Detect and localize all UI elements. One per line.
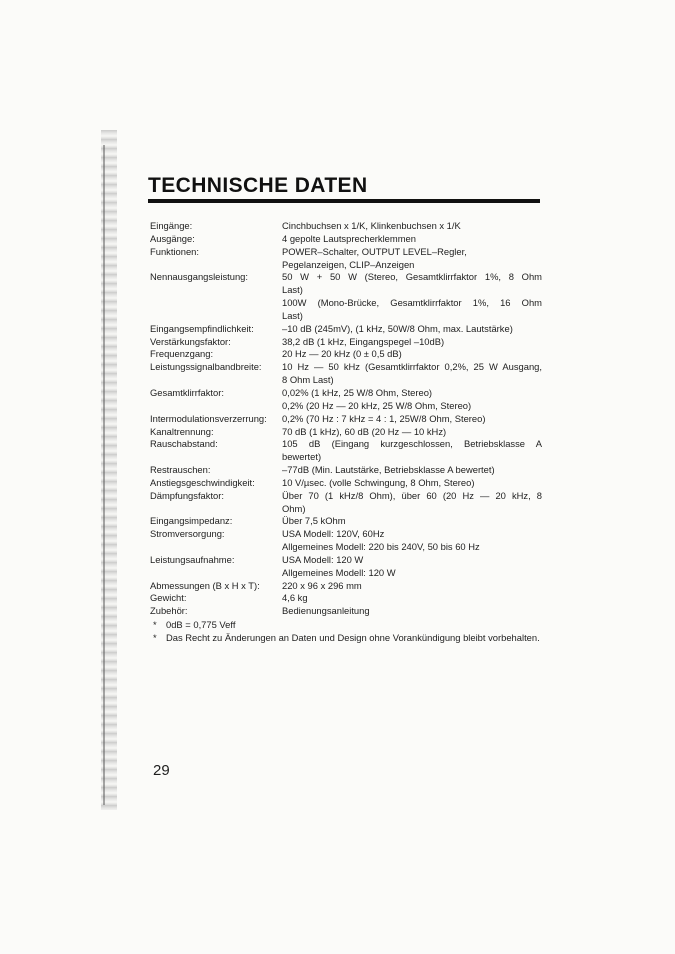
- spec-label: Verstärkungsfaktor:: [150, 335, 231, 347]
- spec-row: [150, 426, 542, 439]
- spec-value: [282, 605, 542, 618]
- spec-value: [282, 348, 542, 361]
- spec-row: [150, 233, 542, 246]
- spec-value: [282, 323, 542, 336]
- spec-row: [150, 271, 542, 322]
- spec-value: [282, 528, 542, 554]
- spec-value-line: 10 V/µsec. (volle Schwingung, 8 Ohm, Stereo): [282, 476, 475, 488]
- spec-value: [282, 426, 542, 439]
- spec-row: [150, 580, 542, 593]
- footnote-marker: *: [153, 619, 157, 630]
- spec-value: [282, 554, 542, 580]
- spec-value-line: Last): [282, 309, 303, 321]
- spec-row: [150, 464, 542, 477]
- spec-value-line: USA Modell: 120 W: [282, 553, 364, 565]
- spec-label: Anstiegsgeschwindigkeit:: [150, 476, 255, 488]
- spec-value: [282, 233, 542, 246]
- spec-row: [150, 554, 542, 580]
- spec-value: [282, 387, 542, 413]
- spec-label: Ausgänge:: [150, 232, 195, 244]
- spec-value: [282, 464, 542, 477]
- spec-value: [282, 490, 542, 516]
- spec-value-line: Über 70 (1 kHz/8 Ohm), über 60 (20 Hz — 20 kHz, 8: [282, 489, 542, 501]
- spec-value-line: Allgemeines Modell: 220 bis 240V, 50 bis 60 Hz: [282, 541, 480, 553]
- spec-value-line: –77dB (Min. Lautstärke, Betriebsklasse A bewertet): [282, 464, 495, 476]
- spec-value-line: 70 dB (1 kHz), 60 dB (20 Hz — 10 kHz): [282, 425, 447, 437]
- spec-value-line: Ohm): [282, 502, 306, 514]
- spec-label: Gewicht:: [150, 592, 187, 604]
- spec-value-line: 100W (Mono-Brücke, Gesamtklirrfaktor 1%, 16 Ohm: [282, 297, 542, 309]
- spec-label: Zubehör:: [150, 605, 188, 617]
- spec-value-line: Allgemeines Modell: 120 W: [282, 566, 396, 578]
- spec-value-line: 220 x 96 x 296 mm: [282, 579, 362, 591]
- spec-row: [150, 592, 542, 605]
- spec-table: [150, 220, 542, 618]
- spec-value: [282, 361, 542, 387]
- spec-value: [282, 413, 542, 426]
- spec-row: [150, 387, 542, 413]
- spec-value: [282, 580, 542, 593]
- spec-row: [150, 336, 542, 349]
- spec-label: Funktionen:: [150, 245, 199, 257]
- spec-value: [282, 220, 542, 233]
- spec-label: Gesamtklirrfaktor:: [150, 386, 224, 398]
- spec-label: Rauschabstand:: [150, 438, 218, 450]
- spec-value-line: 38,2 dB (1 kHz, Eingangspegel –10dB): [282, 335, 445, 347]
- page-number: 29: [153, 762, 170, 779]
- spec-label: Dämpfungsfaktor:: [150, 489, 224, 501]
- spec-label: Leistungssignalbandbreite:: [150, 361, 262, 373]
- spec-value-line: 10 Hz — 50 kHz (Gesamtklirrfaktor 0,2%, 25 W Ausgang,: [282, 361, 542, 373]
- spec-value: [282, 336, 542, 349]
- footnote-text: 0dB = 0,775 Veff: [166, 619, 236, 630]
- spec-value-line: –10 dB (245mV), (1 kHz, 50W/8 Ohm, max. Lautstärke): [282, 322, 513, 334]
- spec-row: [150, 348, 542, 361]
- spec-label: Frequenzgang:: [150, 348, 214, 360]
- spec-value: [282, 477, 542, 490]
- footnote-marker: *: [153, 631, 157, 643]
- spec-value-line: 0,02% (1 kHz, 25 W/8 Ohm, Stereo): [282, 386, 433, 398]
- spec-row: [150, 477, 542, 490]
- spec-label: Kanaltrennung:: [150, 425, 214, 437]
- spec-value-line: 20 Hz — 20 kHz (0 ± 0,5 dB): [282, 348, 402, 360]
- spec-row: [150, 515, 542, 528]
- page-title: TECHNISCHE DATEN: [148, 174, 368, 197]
- spec-label: Leistungsaufnahme:: [150, 553, 235, 565]
- spec-value-line: 0,2% (70 Hz : 7 kHz = 4 : 1, 25W/8 Ohm, Stereo): [282, 412, 486, 424]
- spec-value: [282, 515, 542, 528]
- binding-line: [103, 145, 105, 805]
- title-rule: [148, 199, 540, 203]
- spec-label: Abmessungen (B x H x T):: [150, 579, 260, 591]
- spec-value: [282, 438, 542, 464]
- spec-row: [150, 220, 542, 233]
- spec-row: [150, 361, 542, 387]
- spec-label: Eingangsimpedanz:: [150, 515, 233, 527]
- spec-row: [150, 605, 542, 618]
- spec-value-line: 4 gepolte Lautsprecherklemmen: [282, 232, 416, 244]
- footnote-text: Das Recht zu Änderungen an Daten und Design ohne Vorankündigung bleibt vorbehalten.: [166, 631, 540, 643]
- footnote: [153, 632, 543, 645]
- spec-value-line: USA Modell: 120V, 60Hz: [282, 528, 385, 540]
- spec-value-line: 4,6 kg: [282, 592, 308, 604]
- spec-value-line: 0,2% (20 Hz — 20 kHz, 25 W/8 Ohm, Stereo): [282, 399, 472, 411]
- spec-label: Restrauschen:: [150, 464, 211, 476]
- spec-value-line: Cinchbuchsen x 1/K, Klinkenbuchsen x 1/K: [282, 220, 461, 231]
- footnotes: [153, 619, 543, 645]
- spec-value-line: 50 W + 50 W (Stereo, Gesamtklirrfaktor 1%, 8 Ohm: [282, 271, 542, 283]
- spec-label: Stromversorgung:: [150, 528, 225, 540]
- spec-row: [150, 438, 542, 464]
- spec-value-line: Pegelanzeigen, CLIP–Anzeigen: [282, 258, 415, 270]
- spec-row: [150, 323, 542, 336]
- spec-value-line: Bedienungsanleitung: [282, 605, 370, 617]
- spec-value-line: Über 7,5 kOhm: [282, 515, 346, 527]
- spec-row: [150, 528, 542, 554]
- footnote: [153, 619, 543, 632]
- spec-value-line: POWER–Schalter, OUTPUT LEVEL–Regler,: [282, 245, 467, 257]
- spec-label: Eingangsempfindlichkeit:: [150, 322, 254, 334]
- spec-label: Eingänge:: [150, 220, 193, 231]
- spec-value-line: bewertet): [282, 451, 322, 463]
- spec-value: [282, 246, 542, 272]
- spec-value: [282, 592, 542, 605]
- spec-label: Nennausgangsleistung:: [150, 271, 248, 283]
- spec-row: [150, 490, 542, 516]
- spec-value: [282, 271, 542, 322]
- spec-value-line: 8 Ohm Last): [282, 374, 334, 386]
- spec-row: [150, 413, 542, 426]
- spec-label: Intermodulationsverzerrung:: [150, 412, 267, 424]
- spec-row: [150, 246, 542, 272]
- spec-value-line: 105 dB (Eingang kurzgeschlossen, Betriebsklasse A: [282, 438, 542, 450]
- spec-value-line: Last): [282, 284, 303, 296]
